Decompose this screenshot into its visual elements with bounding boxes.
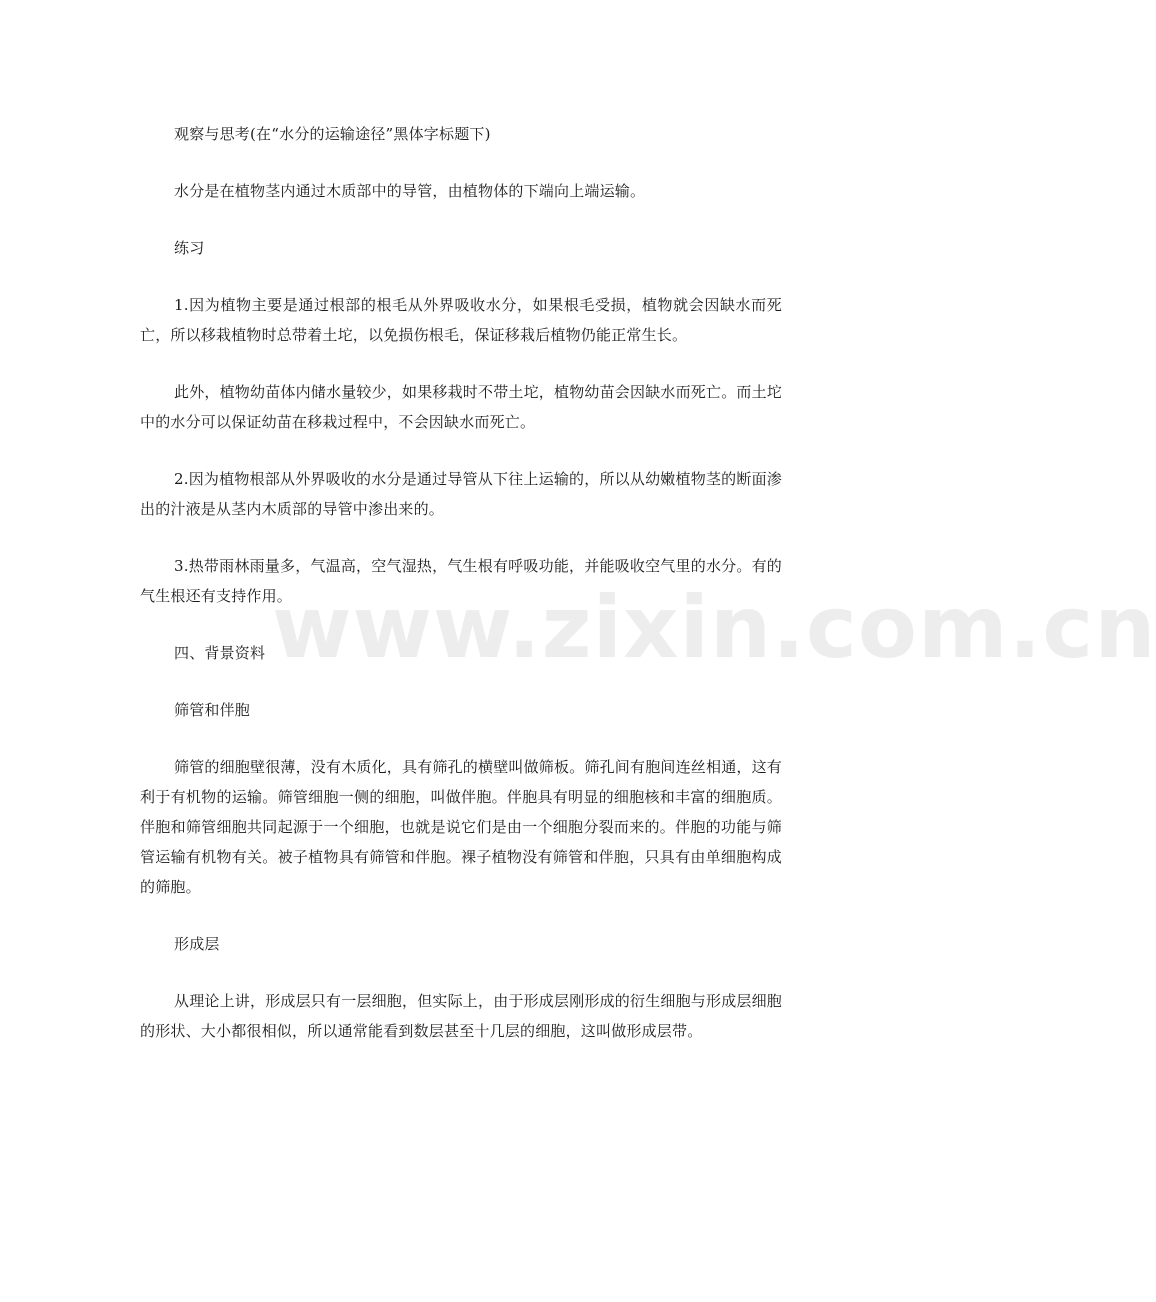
- observation-heading: 观察与思考(在“水分的运输途径”黑体字标题下): [174, 125, 491, 143]
- exercise-answer-3: 3.热带雨林雨量多，气温高，空气湿热，气生根有呼吸功能，并能吸收空气里的水分。有的气生根还有支持作用。: [140, 557, 782, 605]
- subheading-sieve-tube: 筛管和伴胞: [174, 701, 251, 719]
- body-paragraph: 从理论上讲，形成层只有一层细胞，但实际上，由于形成层刚形成的衍生细胞与形成层细胞的形状、大小都很相似，所以通常能看到数层甚至十几层的细胞，这叫做形成层带。: [140, 992, 783, 1040]
- body-paragraph: 此外，植物幼苗体内储水量较少，如果移栽时不带土坨，植物幼苗会因缺水而死亡。而土坨中的水分可以保证幼苗在移栽过程中，不会因缺水而死亡。: [140, 383, 783, 431]
- body-paragraph: 水分是在植物茎内通过木质部中的导管，由植物体的下端向上端运输。: [174, 182, 646, 200]
- document-body: [140, 119, 782, 1073]
- exercise-heading: 练习: [174, 239, 205, 257]
- subheading-cambium: 形成层: [174, 935, 220, 953]
- watermark: www.zixin.com.cn: [272, 578, 1156, 678]
- section-heading-background: 四、背景资料: [174, 644, 266, 662]
- body-paragraph: 筛管的细胞壁很薄，没有木质化，具有筛孔的横壁叫做筛板。筛孔间有胞间连丝相通，这有利于有机物的运输。筛管细胞一侧的细胞，叫做伴胞。伴胞具有明显的细胞核和丰富的细胞质。伴胞和筛管细胞共同起源于一个细胞，也就是说它们是由一个细胞分裂而来的。伴胞的功能与筛管运输有机物有关。被子植物具有筛管和伴胞。裸子植物没有筛管和伴胞，只具有由单细胞构成的筛胞。: [140, 758, 783, 896]
- exercise-answer-2: 2.因为植物根部从外界吸收的水分是通过导管从下往上运输的，所以从幼嫩植物茎的断面渗出的汁液是从茎内木质部的导管中渗出来的。: [140, 470, 782, 518]
- exercise-answer-1: 1.因为植物主要是通过根部的根毛从外界吸收水分，如果根毛受损，植物就会因缺水而死亡，所以移栽植物时总带着土坨，以免损伤根毛，保证移栽后植物仍能正常生长。: [140, 296, 782, 344]
